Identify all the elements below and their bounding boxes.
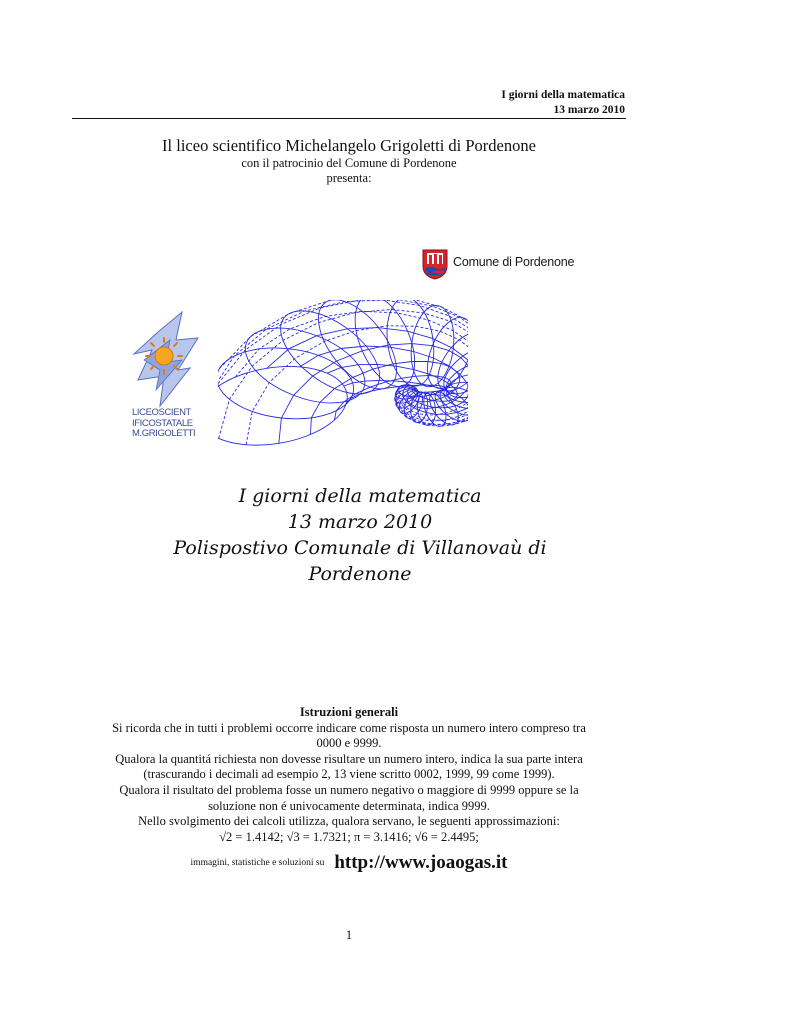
presents-line: presenta: — [326, 171, 372, 185]
comune-crest-icon — [420, 246, 450, 280]
liceo-line-1: LICEOSCIENT — [132, 407, 191, 418]
instructions-p2b: (trascurando i decimali ad esempio 2, 13 viene scritto 0002, 1999, 99 come 1999). — [143, 767, 555, 782]
approximations: √2 = 1.4142; √3 = 1.7321; π = 3.1416; √6 = 2.4495; — [219, 829, 479, 844]
event-date: 13 marzo 2010 — [287, 511, 433, 533]
comune-logo — [420, 246, 575, 280]
link-line — [72, 852, 626, 874]
instructions-p1a: Si ricorda che in tutti i problemi occorre indicare come risposta un numero intero compreso tra — [112, 720, 586, 735]
page-number: 1 — [345, 928, 353, 942]
patronage-line: con il patrocinio del Comune di Pordenone — [241, 156, 457, 170]
shell-ring — [266, 300, 393, 410]
header-rule — [72, 118, 626, 119]
comune-label: Comune di Pordenone — [453, 255, 575, 269]
liceo-name — [132, 408, 195, 440]
shell-generator-line — [279, 344, 468, 444]
running-header — [501, 88, 625, 118]
instructions — [72, 705, 626, 845]
website-link[interactable]: http://www.joaogas.it — [334, 852, 508, 873]
liceo-emblem-icon — [130, 310, 202, 408]
title-block — [72, 136, 626, 186]
page-title: Il liceo scientifico Michelangelo Grigoletti di Pordenone — [162, 136, 536, 155]
instructions-p3a: Qualora il risultato del problema fosse un numero negativo o maggiore di 9999 oppure se la — [119, 782, 579, 797]
instructions-p2a: Qualora la quantitá richiesta non dovesse risultare un numero intero, indica la sua parte intera — [115, 751, 583, 766]
event-venue: Polispostivo Comunale di Villanovaù di — [173, 537, 547, 559]
event-announcement — [150, 483, 570, 587]
shell-generator-line — [310, 362, 459, 435]
instructions-p4: Nello svolgimento dei calcoli utilizza, qualora servano, le seguenti approssimazioni: — [138, 814, 560, 829]
instructions-heading: Istruzioni generali — [299, 705, 399, 719]
event-city: Pordenone — [308, 563, 412, 585]
liceo-logo — [130, 310, 202, 450]
liceo-line-3: M.GRIGOLETTI — [132, 428, 196, 439]
shell-wireframe-image — [218, 300, 468, 475]
event-title: I giorni della matematica — [238, 485, 482, 507]
liceo-line-2: IFICOSTATALE — [132, 417, 193, 429]
link-prefix: immagini, statistiche e soluzioni su — [190, 858, 325, 868]
header-line-1: I giorni della matematica — [501, 89, 625, 101]
instructions-p1b: 0000 e 9999. — [316, 736, 382, 751]
shell-ring — [218, 341, 357, 425]
instructions-p3b: soluzione non é univocamente determinata, indica 9999. — [208, 798, 490, 813]
header-line-2: 13 marzo 2010 — [553, 104, 625, 116]
